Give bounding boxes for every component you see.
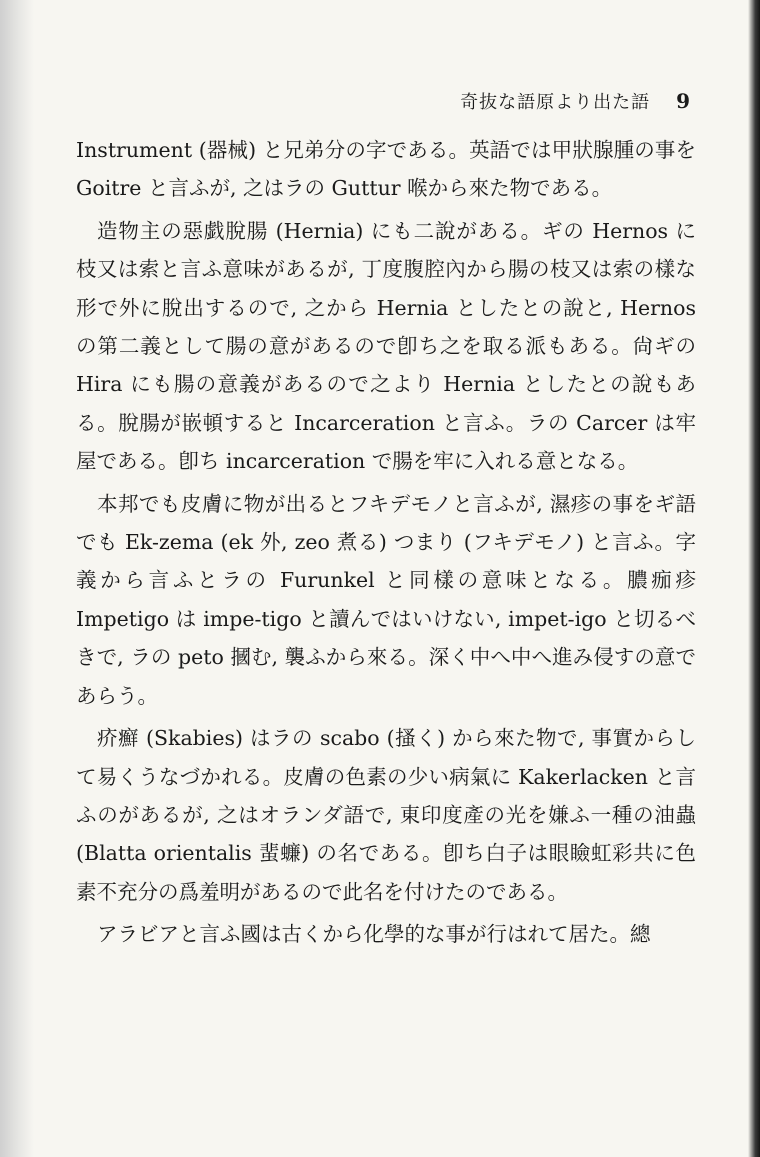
body-text xyxy=(76,131,696,954)
paragraph-ekzema: 本邦でも皮膚に物が出るとフキデモノと言ふが, 濕疹の事をギ語でも Ek-zema (ek 外, zeo 煮る) つまり (フキデモノ) と言ふ。字義から言ふとラの Furunkel と同樣の意味となる。膿痂疹 Impetigo は impe-tigo と讀んではいけない, impet-igo と切るべきで, ラの peto 摑む, 襲ふから來る。深く中へ中へ進み侵すの意であらう。 xyxy=(76,491,696,708)
paragraph-hernia: 造物主の惡戯脫腸 (Hernia) にも二說がある。ギの Hernos に枝又は索と言ふ意味があるが, 丁度腹腔內から腸の枝又は索の樣な形で外に脫出するので, 之から Hernia としたとの說と, Hernos の第二義として腸の意があるので卽ち之を取る派もある。尙ギの Hira にも腸の意義があるので之より Hernia としたとの說もある。脫腸が嵌頓すると Incarceration と言ふ。ラの Carcer は牢屋である。卽ち incarceration で腸を牢に入れる意となる。 xyxy=(76,218,696,474)
paragraph-arabia: アラビアと言ふ國は古くから化學的な事が行はれて居た。總 xyxy=(97,922,651,947)
page-scan-edge-left xyxy=(0,0,34,1157)
paragraph-skabies: 疥癬 (Skabies) はラの scabo (搔く) から來た物で, 事實からして易くうなづかれる。皮膚の色素の少い病氣に Kakerlacken と言ふのがあるが, 之はオランダ語で, 東印度產の光を嫌ふ一種の油蟲 (Blatta orientalis 蜚蠊) の名である。卽ち白子は眼瞼虹彩共に色素不充分の爲羞明があるので此名を付けたのである。 xyxy=(76,726,696,904)
page-number: 9 xyxy=(676,89,690,113)
header-title: 奇抜な語原より出た語 xyxy=(460,92,651,113)
paragraph-instrument: Instrument (器械) と兄弟分の字である。英語では甲狀腺腫の事を Goitre と言ふが, 之はラの Guttur 喉から來た物である。 xyxy=(76,138,696,201)
page-scan-edge-right xyxy=(748,0,760,1157)
running-header xyxy=(430,86,690,116)
